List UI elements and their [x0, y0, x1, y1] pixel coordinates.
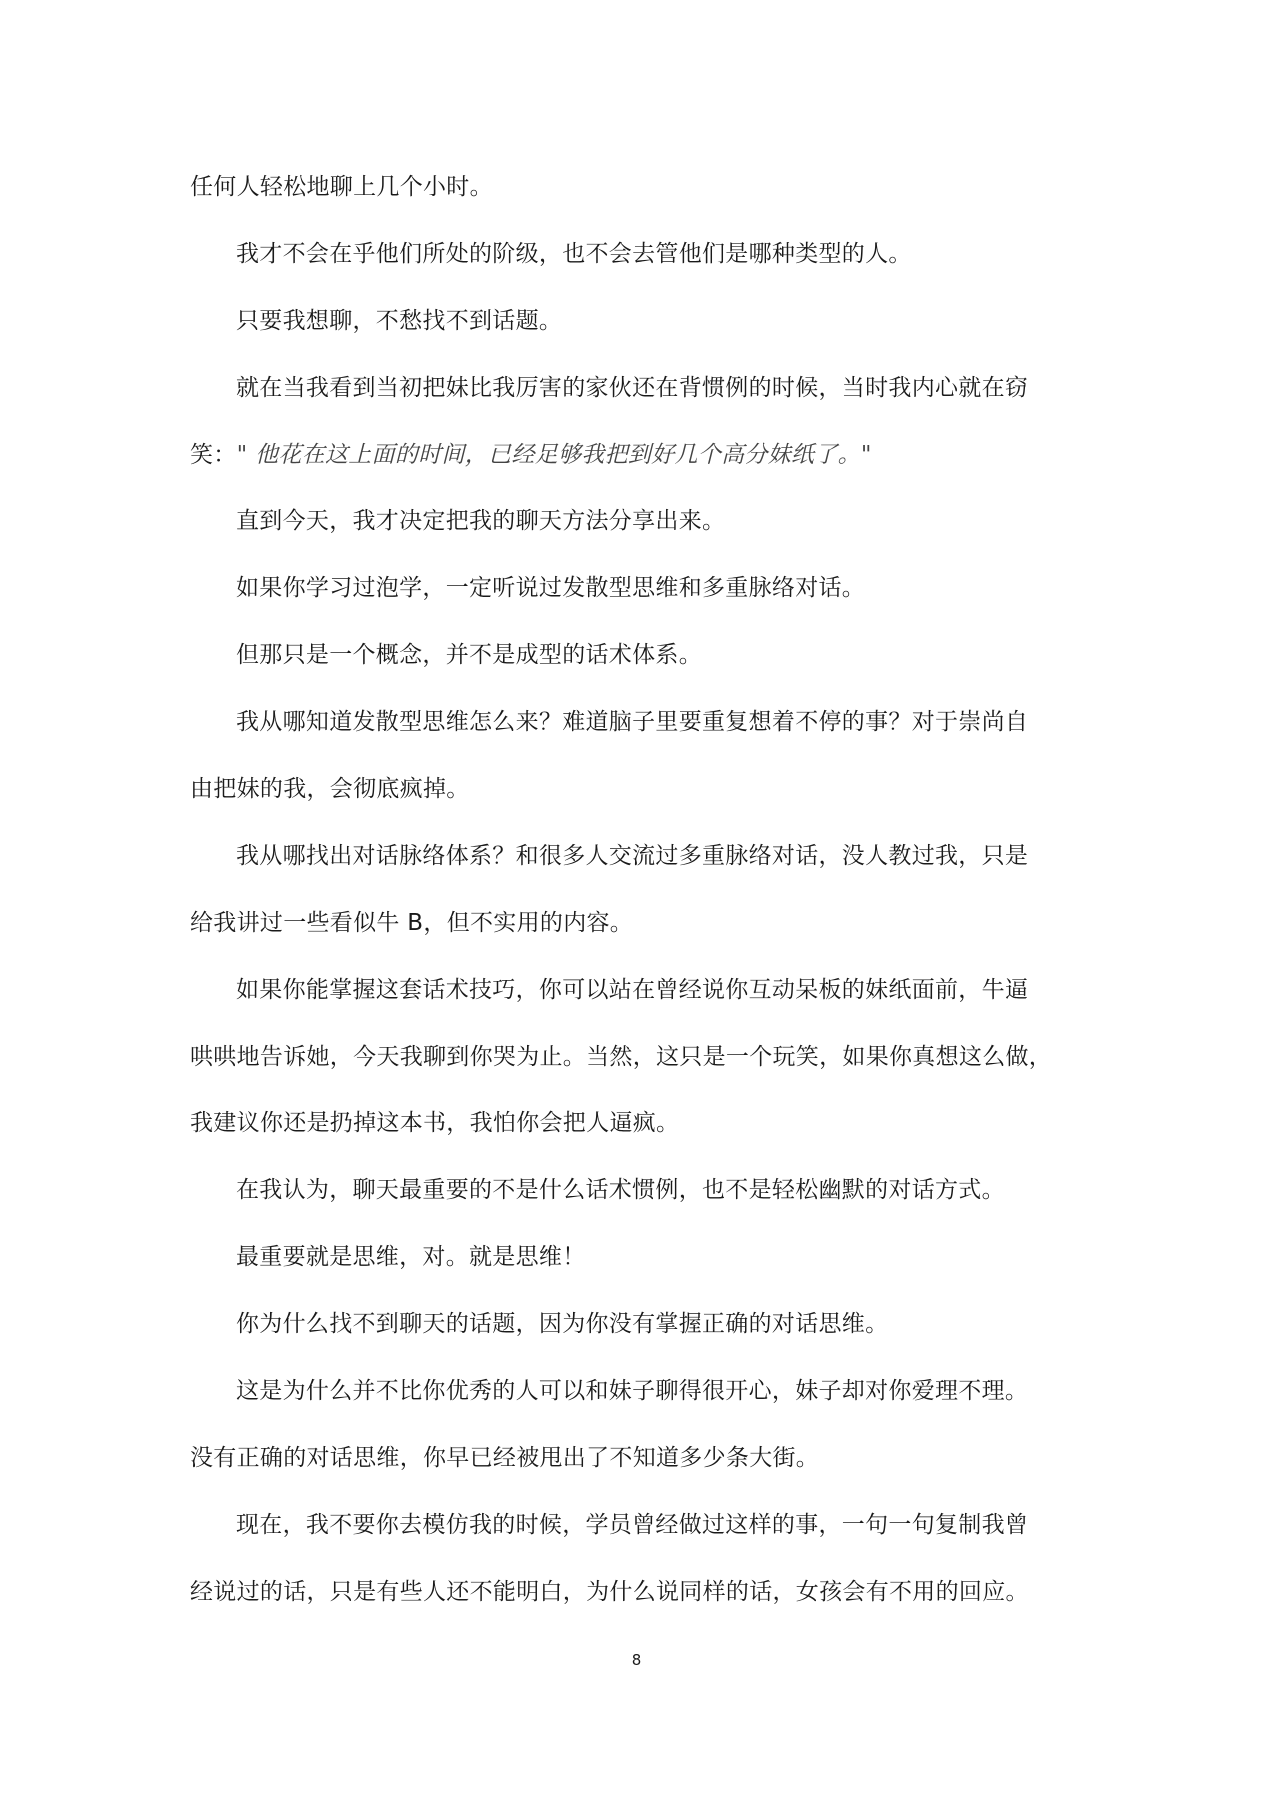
- text-line: 哄哄地告诉她，今天我聊到你哭为止。当然，这只是一个玩笑，如果你真想这么做，: [190, 1043, 1053, 1070]
- page-number: 8: [631, 1651, 642, 1669]
- text-line: 你为什么找不到聊天的话题，因为你没有掌握正确的对话思维。: [236, 1311, 889, 1338]
- text-line: 我建议你还是扔掉这本书，我怕你会把人逼疯。: [190, 1110, 680, 1137]
- text-line: 这是为什么并不比你优秀的人可以和妹子聊得很开心，妹子却对你爱理不理。: [236, 1378, 1029, 1405]
- text-line: 但那只是一个概念，并不是成型的话术体系。: [236, 642, 702, 669]
- text-line: 由把妹的我，会彻底疯掉。: [190, 776, 470, 803]
- text-line: 在我认为，聊天最重要的不是什么话术惯例，也不是轻松幽默的对话方式。: [236, 1177, 1005, 1204]
- text-line: 我从哪知道发散型思维怎么来？难道脑子里要重复想着不停的事？对于崇尚自: [236, 709, 1029, 736]
- quote-prefix: 笑：: [190, 441, 237, 468]
- text-line: 我从哪找出对话脉络体系？和很多人交流过多重脉络对话，没人教过我，只是: [236, 842, 1029, 869]
- text-line: 最重要就是思维，对。就是思维！: [236, 1244, 586, 1271]
- body-text: [190, 171, 1090, 1643]
- text-line-with-quote: [190, 439, 1090, 506]
- text-line: 任何人轻松地聊上几个小时。: [190, 174, 493, 200]
- text-line: 我才不会在乎他们所处的阶级，也不会去管他们是哪种类型的人。: [236, 240, 912, 267]
- text-line: 给我讲过一些看似牛 B，但不实用的内容。: [190, 909, 634, 936]
- text-line: 现在，我不要你去模仿我的时候，学员曾经做过这样的事，一句一句复制我曾: [236, 1511, 1029, 1538]
- text-line: 没有正确的对话思维，你早已经被甩出了不知道多少条大街。: [190, 1444, 820, 1471]
- text-line: 就在当我看到当初把妹比我厉害的家伙还在背惯例的时候，当时我内心就在窃: [236, 374, 1029, 401]
- text-line: 如果你学习过泡学，一定听说过发散型思维和多重脉络对话。: [236, 575, 866, 602]
- text-line: 如果你能掌握这套话术技巧，你可以站在曾经说你互动呆板的妹纸面前，牛逼: [236, 976, 1029, 1003]
- text-line: 经说过的话，只是有些人还不能明白，为什么说同样的话，女孩会有不用的回应。: [190, 1578, 1029, 1605]
- text-line: 直到今天，我才决定把我的聊天方法分享出来。: [236, 508, 726, 535]
- text-line: 只要我想聊，不愁找不到话题。: [236, 307, 563, 334]
- italic-quote: " 他花在这上面的时间，已经足够我把到好几个高分妹纸了。": [236, 441, 872, 468]
